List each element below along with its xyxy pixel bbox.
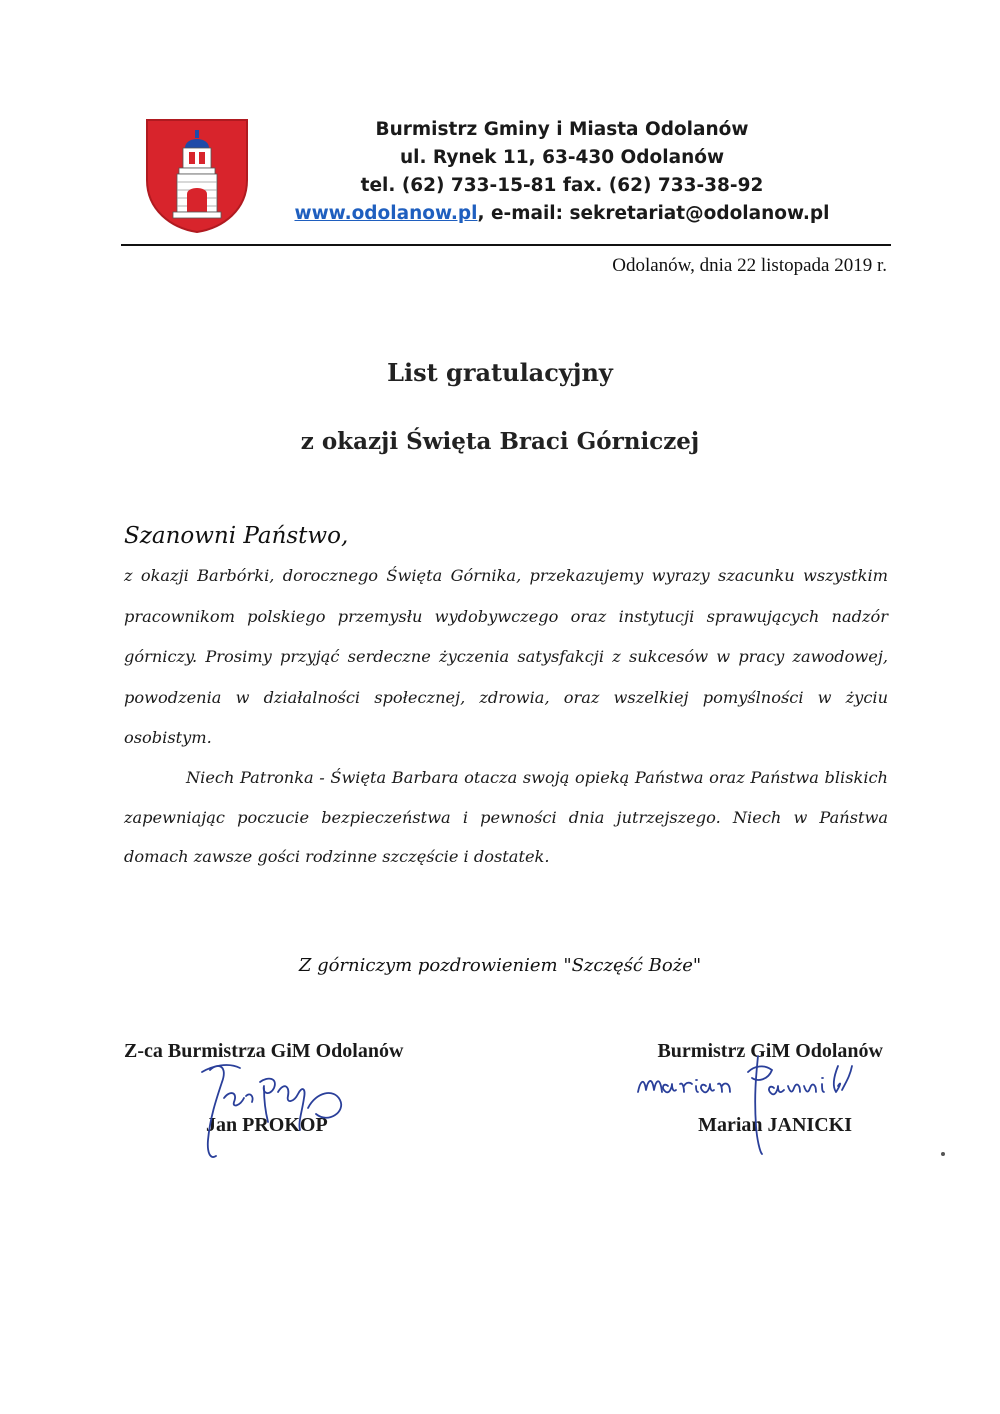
email-text: , e-mail: sekretariat@odolanow.pl (477, 203, 830, 224)
letterhead-phone-fax: tel. (62) 733-15-81 fax. (62) 733-38-92 (360, 175, 764, 196)
left-signatory-title: Z-ca Burmistrza GiM Odolanów (124, 1040, 404, 1062)
letterhead-address: ul. Rynek 11, 63-430 Odolanów (399, 147, 725, 168)
paragraph-2: Niech Patronka - Święta Barbara otacza swoją opieką Państwa oraz Państwa bliskich zapewniając poczucie bezpieczeństwa i pewności dnia jutrzejszego. Niech w Państwa domach zawsze gości rodzinne szczęście i dostatek. (124, 768, 888, 866)
website-link[interactable]: www.odolanow.pl (294, 203, 478, 224)
left-signatory-name: Jan PROKOP (206, 1114, 328, 1136)
paragraph-1: z okazji Barbórki, dorocznego Święta Górnika, przekazujemy wyrazy szacunku wszystkim pracownikom polskiego przemysłu wydobywczego oraz instytucji sprawujących nadzór górniczy. Prosimy przyjąć serdeczne życzenia satysfakcji z sukcesów w pracy zawodowej, powodzenia w działalności społecznej, zdrowia, oraz wszelkiej pomyślności w życiu osobistym. (124, 566, 888, 747)
left-handwritten-signature (188, 1052, 358, 1164)
letter-date: Odolanów, dnia 22 listopada 2019 r. (612, 255, 887, 276)
right-signatory-title: Burmistrz GiM Odolanów (657, 1040, 883, 1062)
coat-of-arms-icon (145, 118, 249, 234)
letter-title: List gratulacyjny (387, 358, 613, 387)
right-signatory-name: Marian JANICKI (698, 1114, 852, 1136)
header-divider (121, 244, 891, 246)
closing-greeting: Z górniczym pozdrowieniem "Szczęść Boże" (298, 955, 702, 976)
letterhead-office: Burmistrz Gminy i Miasta Odolanów (375, 119, 749, 140)
letterhead-contact (262, 200, 862, 228)
right-handwritten-signature (628, 1036, 878, 1156)
letter-subtitle: z okazji Święta Braci Górniczej (300, 428, 700, 455)
letterhead (262, 116, 862, 228)
scan-speck (941, 1152, 945, 1156)
salutation: Szanowni Państwo, (124, 523, 349, 549)
